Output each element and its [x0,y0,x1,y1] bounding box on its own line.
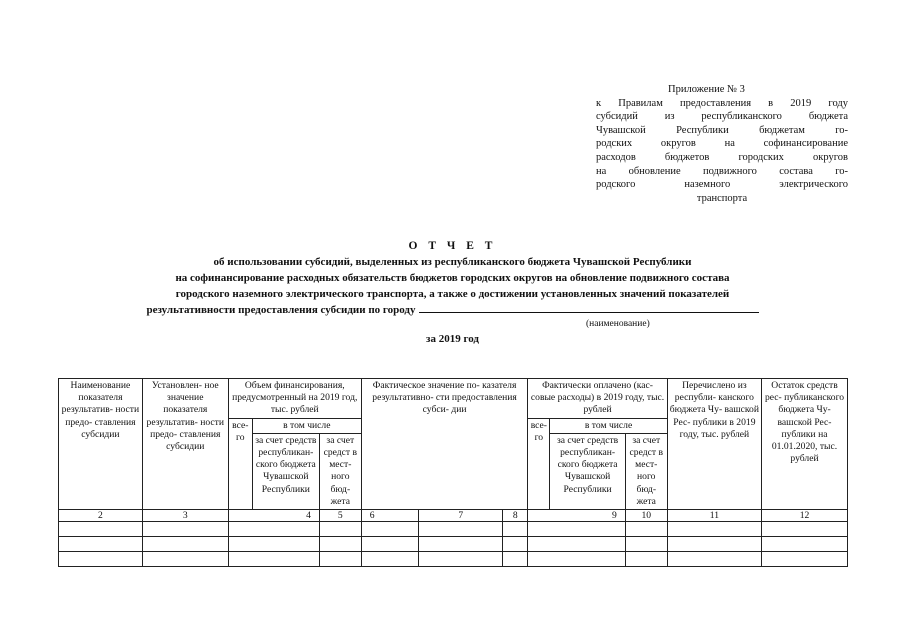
header-paid: Фактически оплачено (кас- совые расходы) в 2019 году, тыс. рублей [528,379,667,419]
report-heading: О Т Ч Е Т [408,240,497,252]
empty-cell[interactable] [319,522,361,537]
empty-cell[interactable] [59,537,143,552]
empty-cell[interactable] [667,537,761,552]
header-actual-value: Фактическое значение по- казателя результативно- сти предоставления субси- дии [361,379,528,510]
table-row [59,522,848,537]
name-caption: (наименование) [586,319,650,329]
empty-cell[interactable] [228,552,319,567]
column-number: 12 [762,510,848,522]
empty-cell[interactable] [625,537,667,552]
header-including: в том числе [550,418,667,433]
empty-cell[interactable] [142,537,228,552]
city-blank-line[interactable] [419,302,759,313]
empty-cell[interactable] [228,522,319,537]
column-number: 10 [625,510,667,522]
appendix-line: на обновление подвижного состава го- [596,165,848,177]
header-local-budget: за счет средст в мест- ного бюд- жета [319,433,361,509]
empty-cell[interactable] [361,537,419,552]
empty-cell[interactable] [503,552,528,567]
empty-cell[interactable] [762,522,848,537]
header-financing: Объем финансирования, предусмотренный на 2019 год, тыс. рублей [228,379,361,419]
header-transferred: Перечислено из республи- канского бюджета Чу- вашской Рес- публики в 2019 году, тыс. рублей [667,379,761,510]
report-city-line [0,302,905,318]
column-number: 11 [667,510,761,522]
empty-cell[interactable] [625,522,667,537]
empty-cell[interactable] [319,537,361,552]
empty-cell[interactable] [59,552,143,567]
empty-cell[interactable] [528,522,625,537]
empty-cell[interactable] [503,537,528,552]
empty-cell[interactable] [528,537,625,552]
header-republic-budget: за счет средств республикан- ского бюджета Чувашской Республики [550,433,625,509]
table-row [59,552,848,567]
empty-cell[interactable] [59,522,143,537]
column-number: 6 [361,510,419,522]
header-total: все- го [228,418,252,509]
empty-cell[interactable] [528,552,625,567]
empty-cell[interactable] [762,552,848,567]
header-target-value: Установлен- ное значение показателя результатив- ности предо- ставления субсидии [142,379,228,510]
header-republic-budget: за счет средств республикан- ского бюджета Чувашской Республики [252,433,319,509]
empty-cell[interactable] [361,522,419,537]
header-indicator-name: Наименование показателя результатив- ности предо- ставления субсидии [59,379,143,510]
header-local-budget: за счет средст в мест- ного бюд- жета [625,433,667,509]
empty-cell[interactable] [142,552,228,567]
empty-cell[interactable] [667,522,761,537]
empty-cell[interactable] [419,537,503,552]
header-total: все- го [528,418,550,509]
appendix-line: к Правилам предоставления в 2019 году [596,97,848,109]
appendix-line: родского наземного электрического [596,179,848,191]
appendix-line: транспорта [696,192,748,204]
empty-cell[interactable] [319,552,361,567]
column-number: 4 [228,510,319,522]
appendix-number: Приложение № 3 [668,84,745,95]
column-number: 8 [503,510,528,522]
appendix-line: субсидий из республиканского бюджета [596,111,848,123]
report-table [58,378,848,567]
header-including: в том числе [252,418,361,433]
empty-cell[interactable] [762,537,848,552]
table-row [59,537,848,552]
empty-cell[interactable] [419,552,503,567]
city-line-text: результативности предоставления субсидии по городу [146,304,416,316]
appendix-line: Чувашской Республики бюджетам го- [596,124,848,136]
column-number: 2 [59,510,143,522]
empty-cell[interactable] [625,552,667,567]
column-number: 7 [419,510,503,522]
column-number: 9 [528,510,625,522]
header-balance: Остаток средств рес- публиканского бюджета Чу- вашской Рес- публики на 01.01.2020, тыс. рублей [762,379,848,510]
column-number: 3 [142,510,228,522]
appendix-line: родских округов на софинансирование [596,138,848,150]
appendix-block [596,83,848,205]
report-title-line: городского наземного электрического транспорта, а также о достижении установленных значений показателей [175,288,730,300]
column-number: 5 [319,510,361,522]
report-title-line: об использовании субсидий, выделенных из республиканского бюджета Чувашской Республики [213,256,692,268]
empty-cell[interactable] [228,537,319,552]
empty-cell[interactable] [142,522,228,537]
report-year: за 2019 год [426,333,479,345]
empty-cell[interactable] [667,552,761,567]
appendix-line: расходов бюджетов городских округов [596,151,848,163]
report-title [0,238,905,318]
empty-cell[interactable] [503,522,528,537]
report-title-line: на софинансирование расходных обязательств бюджетов городских округов на обновление подвижного состава [175,272,730,284]
empty-cell[interactable] [361,552,419,567]
empty-cell[interactable] [419,522,503,537]
